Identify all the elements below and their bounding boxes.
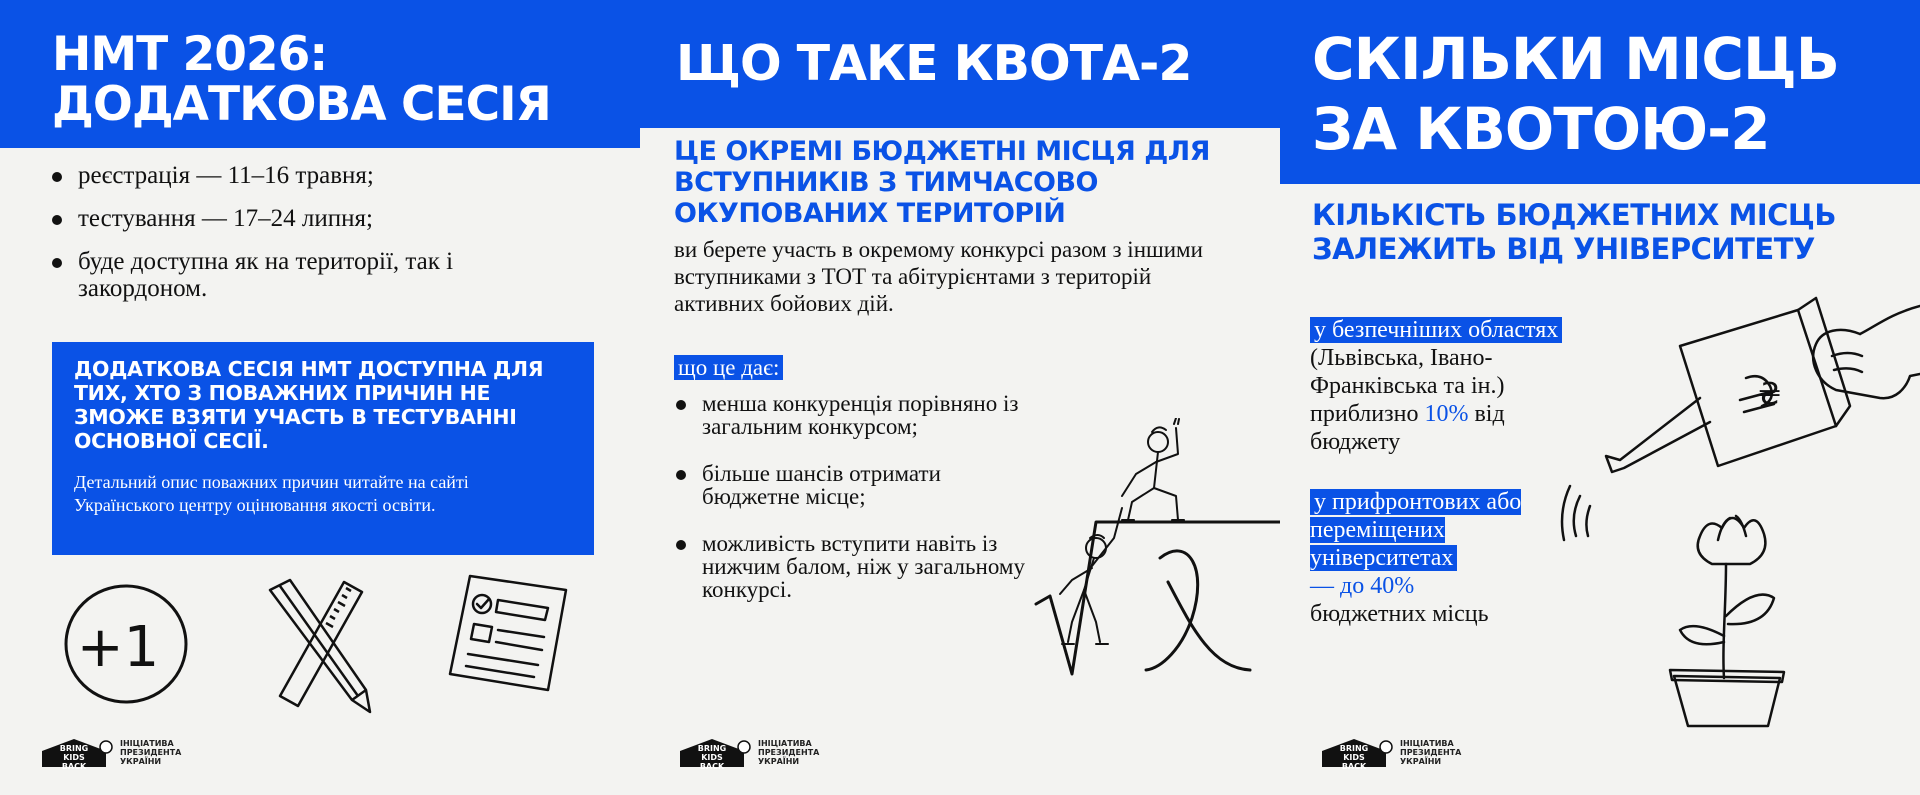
safe-regions-block: [1310, 316, 1570, 456]
frontline-suffix: бюджетних місць: [1310, 601, 1489, 627]
info-box-title: ДОДАТКОВА СЕСІЯ НМТ ДОСТУПНА ДЛЯ ТИХ, ХТО З ПОВАЖНИХ ПРИЧИН НЕ ЗМОЖЕ ВЗЯТИ УЧАСТЬ В ТЕСТУВАННІ ОСНОВНОЇ СЕСІЇ.: [74, 357, 544, 453]
frontline-label: у прифронтових або переміщених університетах: [1310, 489, 1522, 571]
pencil-ruler-icon: [262, 578, 384, 718]
benefits-label: що це дає:: [674, 354, 783, 381]
document-check-icon: [448, 574, 568, 692]
safe-regions-examples: (Львівська, Івано-Франківська та ін.): [1310, 345, 1505, 399]
panel-quota-2-seats: [1280, 0, 1920, 795]
bring-kids-back-logo: BRING KIDS BACK ІНІЦІАТИВА ПРЕЗИДЕНТА УКРАЇНИ: [1322, 737, 1470, 767]
safe-suffix: від бюджету: [1310, 401, 1505, 455]
initiative-label: ІНІЦІАТИВА ПРЕЗИДЕНТА УКРАЇНИ: [1400, 738, 1462, 766]
page-title: ЩО ТАКЕ КВОТА-2: [676, 35, 1192, 92]
info-box: [52, 342, 594, 555]
page-title: СКІЛЬКИ МІСЦЬ ЗА КВОТОЮ-2: [1312, 25, 1839, 163]
bring-kids-back-logo: BRING KIDS BACK ІНІЦІАТИВА ПРЕЗИДЕНТА УКРАЇНИ: [680, 737, 828, 767]
initiative-label: ІНІЦІАТИВА ПРЕЗИДЕНТА УКРАЇНИ: [758, 738, 820, 766]
subtitle: КІЛЬКІСТЬ БЮДЖЕТНИХ МІСЦЬ ЗАЛЕЖИТЬ ВІД УНІВЕРСИТЕТУ: [1312, 198, 1836, 266]
list-item: тестування — 17–24 липня;: [50, 205, 490, 232]
frontline-percent: до 40%: [1340, 573, 1415, 599]
session-dates-list: [50, 162, 490, 318]
list-item: можливість вступити навіть із нижчим балом, ніж у загальному конкурсі.: [674, 532, 1034, 601]
panel-nmt-additional-session: [0, 0, 640, 795]
safe-regions-label: у безпечніших областях: [1310, 317, 1562, 343]
safe-percent: 10%: [1424, 401, 1469, 427]
frontline-block: [1310, 488, 1570, 628]
watering-plant-illustration: [1550, 286, 1920, 732]
subtitle: ЦЕ ОКРЕМІ БЮДЖЕТНІ МІСЦЯ ДЛЯ ВСТУПНИКІВ З ТИМЧАСОВО ОКУПОВАНИХ ТЕРИТОРІЙ: [674, 136, 1210, 229]
plus-one-label: +1: [76, 615, 160, 680]
benefits-list: [674, 392, 1034, 625]
panel-what-is-quota-2: [640, 0, 1280, 795]
hryvnia-symbol: ₴: [1758, 377, 1782, 412]
list-item: реєстрація — 11–16 травня;: [50, 162, 490, 189]
bring-kids-back-logo: BRING KIDS BACK ІНІЦІАТИВА ПРЕЗИДЕНТА УКРАЇНИ: [42, 737, 190, 767]
safe-prefix: приблизно: [1310, 401, 1419, 427]
list-item: більше шансів отримати бюджетне місце;: [674, 462, 1034, 508]
list-item: буде доступна як на території, так і закордоном.: [50, 248, 490, 302]
plus-one-icon: [58, 578, 194, 710]
frontline-dash: —: [1310, 573, 1334, 599]
intro-text: ви берете участь в окремому конкурсі разом з іншими вступниками з ТОТ та абітурієнтами з територій активних бойових дій.: [674, 237, 1203, 316]
initiative-label: ІНІЦІАТИВА ПРЕЗИДЕНТА УКРАЇНИ: [120, 738, 182, 766]
square-root-climbers-illustration: [992, 418, 1280, 688]
page-title: НМТ 2026: ДОДАТКОВА СЕСІЯ: [52, 27, 551, 132]
info-box-text: Детальний опис поважних причин читайте на сайті Українського центру оцінювання якості освіти.: [74, 472, 469, 515]
list-item: менша конкуренція порівняно із загальним конкурсом;: [674, 392, 1034, 438]
